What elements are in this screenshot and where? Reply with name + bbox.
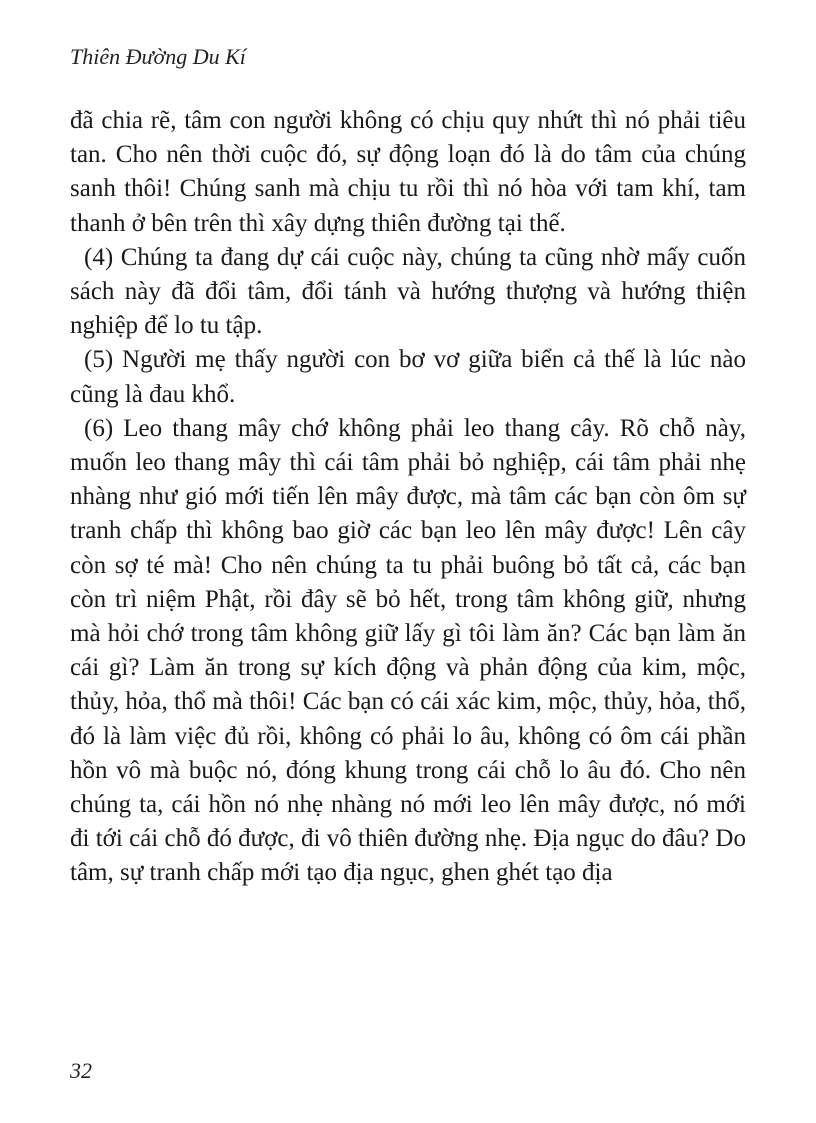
paragraph-note-5: (5) Người mẹ thấy người con bơ vơ giữa biển cả thế là lúc nào cũng là đau khổ. xyxy=(70,346,746,408)
page-body xyxy=(70,104,746,891)
page-number: 32 xyxy=(70,1058,92,1083)
paragraph-note-6: (6) Leo thang mây chớ không phải leo thang cây. Rõ chỗ này, muốn leo thang mây thì cái tâm phải bỏ nghiệp, cái tâm phải nhẹ nhàng như gió mới tiến lên mây được, mà tâm các bạn còn ôm sự tranh chấp thì không bao giờ các bạn leo lên mây được! Lên cây còn sợ té mà! Cho nên chúng ta tu phải buông bỏ tất cả, các bạn còn trì niệm Phật, rồi đây sẽ bỏ hết, trong tâm không giữ, nhưng mà hỏi chớ trong tâm không giữ lấy gì tôi làm ăn? Các bạn làm ăn cái gì? Làm ăn trong sự kích động và phản động của kim, mộc, thủy, hỏa, thổ mà thôi! Các bạn có cái xác kim, mộc, thủy, hỏa, thổ, đó là làm việc đủ rồi, không có phải lo âu, không có ôm cái phần hồn vô mà buộc nó, đóng khung trong cái chỗ lo âu đó. Cho nên chúng ta, cái hồn nó nhẹ nhàng nó mới leo lên mây được, nó mới đi tới cái chỗ đó được, đi vô thiên đường nhẹ. Địa ngục do đâu? Do tâm, sự tranh chấp mới tạo địa ngục, ghen ghét tạo địa xyxy=(70,414,746,887)
paragraph-continued: đã chia rẽ, tâm con người không có chịu quy nhứt thì nó phải tiêu tan. Cho nên thời cuộc đó, sự động loạn đó là do tâm của chúng sanh thôi! Chúng sanh mà chịu tu rồi thì nó hòa với tam khí, tam thanh ở bên trên thì xây dựng thiên đường tại thế. xyxy=(70,107,746,237)
paragraph-note-4: (4) Chúng ta đang dự cái cuộc này, chúng ta cũng nhờ mấy cuốn sách này đã đổi tâm, đổi tánh và hướng thượng và hướng thiện nghiệp để lo tu tập. xyxy=(70,243,746,340)
running-header: Thiên Đường Du Kí xyxy=(70,44,246,69)
